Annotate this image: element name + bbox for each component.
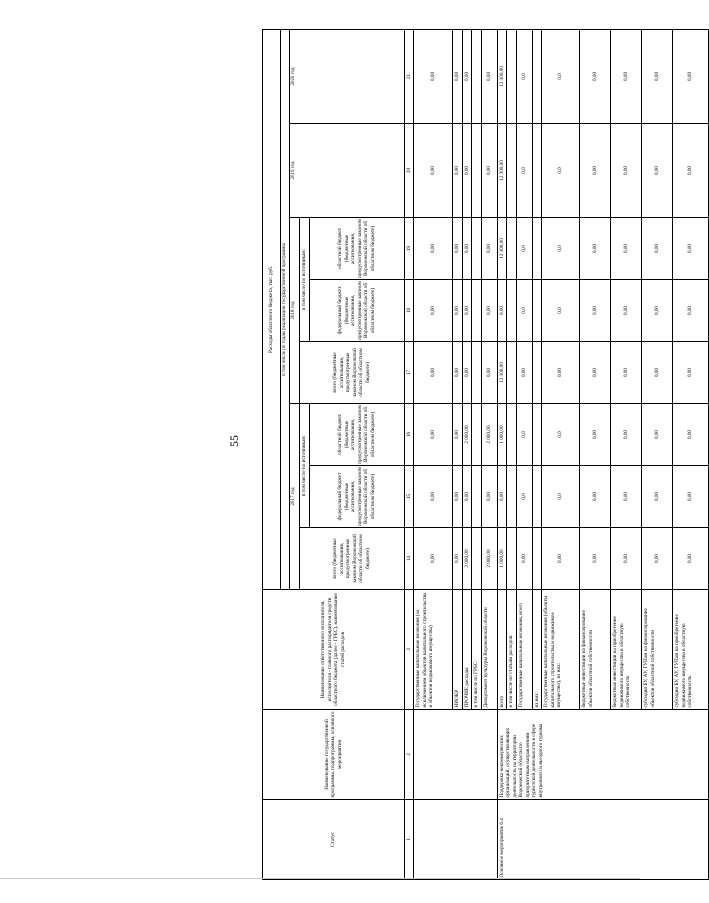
table-cell: 0,00 xyxy=(611,280,642,342)
table-cell xyxy=(532,528,542,590)
header-incl-2017: в том числе по источникам: xyxy=(300,404,310,527)
table-cell: 2 000,00 xyxy=(462,528,472,590)
table-cell: 0,00 xyxy=(462,280,472,342)
table-cell: 0,00 xyxy=(453,342,463,404)
column-number: 1 xyxy=(404,800,414,880)
table-cell: 0,0 xyxy=(542,218,580,280)
header-regional-2018: областной бюджет (бюджетные ассигнования, предусмотренные законом Воронежской области об областном бюджете) xyxy=(337,219,376,278)
table-cell: 0,0 xyxy=(516,218,532,280)
table-cell xyxy=(472,218,482,280)
table-cell xyxy=(472,29,482,123)
table-cell xyxy=(472,404,482,466)
table-cell: 0,00 xyxy=(414,280,453,342)
header-year-2019: 2019 год xyxy=(290,124,404,218)
table-cell xyxy=(532,280,542,342)
row-label: субсидии БУ, АУ, ГУПам на приобретение недвижимого имущества в областную собственность xyxy=(673,590,709,710)
column-number: 20 xyxy=(404,124,414,218)
header-year-2020: 2020 год xyxy=(290,29,404,123)
table-cell: 0,00 xyxy=(453,528,463,590)
table-cell: 0,00 xyxy=(642,280,673,342)
table-cell: 0,00 xyxy=(580,29,611,123)
table-cell: 0,00 xyxy=(642,29,673,123)
table-row xyxy=(497,29,507,879)
table-cell: 1 000,00 xyxy=(497,404,507,466)
table-cell xyxy=(507,466,517,528)
table-cell: 0,00 xyxy=(673,404,709,466)
table-cell: 0,00 xyxy=(414,528,453,590)
table-cell: 0,0 xyxy=(516,29,532,123)
table-cell: 0,00 xyxy=(481,342,497,404)
row-label: всего xyxy=(497,590,507,710)
column-number: 3 xyxy=(404,590,414,710)
header-name: Наименование государственной программы, подпрограммы, основного мероприятия xyxy=(263,710,405,800)
table-cell: 2 000,00 xyxy=(462,404,472,466)
table-cell: 0,00 xyxy=(611,124,642,218)
header-by-years: в том числе по годам реализации государственной программы xyxy=(281,29,290,589)
table-cell xyxy=(472,466,482,528)
table-cell: 0,00 xyxy=(462,124,472,218)
table-cell xyxy=(507,528,517,590)
header-sources-2017 xyxy=(299,404,404,528)
table-cell xyxy=(507,404,517,466)
table-cell: 0,00 xyxy=(414,124,453,218)
table-cell: 0,00 xyxy=(673,466,709,528)
table-cell: 0,00 xyxy=(453,404,463,466)
table-cell: 0,00 xyxy=(673,218,709,280)
table-cell xyxy=(507,124,517,218)
scan-edge-line xyxy=(0,878,640,879)
table-cell: 0,00 xyxy=(481,218,497,280)
row-label: Государственные капитальные вложения, всего xyxy=(516,590,532,710)
table-cell xyxy=(532,29,542,123)
column-number: 16 xyxy=(404,404,414,466)
table-cell xyxy=(507,280,517,342)
row-label: Государственные капитальные вложения (объекты капитального строительства и недвижимое имущество), из них: xyxy=(542,590,580,710)
budget-table xyxy=(262,29,709,880)
row-label: в том числе по ГРБС: xyxy=(472,590,482,710)
table-cell: 0,00 xyxy=(580,466,611,528)
row-label: из них: xyxy=(532,590,542,710)
table-cell: 0,00 xyxy=(497,466,507,528)
table-cell: 12 300,00 xyxy=(497,29,507,123)
column-number: 18 xyxy=(404,280,414,342)
table-cell: 0,00 xyxy=(462,466,472,528)
table-cell xyxy=(532,404,542,466)
header-federal-2017: федеральный бюджет (бюджетные ассигнования, предусмотренные законом Воронежской области об областном бюджете) xyxy=(310,465,404,527)
table-cell: 0,00 xyxy=(516,528,532,590)
table-cell: 0,0 xyxy=(542,280,580,342)
header-total-2017: всего (бюджетные ассигнования, предусмотренные законом Воронежской области об областном бюджете) xyxy=(299,528,404,590)
table-cell xyxy=(507,342,517,404)
table-cell: 0,00 xyxy=(453,29,463,123)
column-number: 21 xyxy=(404,29,414,123)
table-cell: 0,00 xyxy=(580,528,611,590)
table-cell: 0,00 xyxy=(580,280,611,342)
row-label: в том числе по статьям расходов: xyxy=(507,590,517,710)
table-cell: 0,00 xyxy=(414,466,453,528)
table-cell: 0,00 xyxy=(611,29,642,123)
table-cell: 0,00 xyxy=(580,404,611,466)
table-cell: 0,00 xyxy=(462,29,472,123)
table-cell: 0,00 xyxy=(642,218,673,280)
column-number: 14 xyxy=(404,528,414,590)
header-sources-2018 xyxy=(299,218,404,342)
table-cell xyxy=(532,466,542,528)
header-total-2018: всего (бюджетные ассигнования, предусмотренные законом Воронежской области об областном бюджете) xyxy=(299,342,404,404)
table-cell: 1 000,00 xyxy=(497,528,507,590)
table-cell: 12 300,00 xyxy=(497,124,507,218)
table-cell: 0,0 xyxy=(542,29,580,123)
row-label: бюджетные инвестиции на финансирование объектов областной собственности xyxy=(580,590,611,710)
header-expenses: Расходы областного бюджета, тыс. руб. xyxy=(263,29,281,589)
table-cell: 0,00 xyxy=(414,404,453,466)
table-cell: 0,00 xyxy=(542,528,580,590)
table-cell: 0,00 xyxy=(580,342,611,404)
table-cell xyxy=(472,124,482,218)
table-cell: 0,00 xyxy=(453,466,463,528)
table-cell: 0,00 xyxy=(611,404,642,466)
table-cell: 0,0 xyxy=(542,466,580,528)
table-cell: 0,0 xyxy=(542,404,580,466)
table-cell: 0,00 xyxy=(414,342,453,404)
table-cell: 0,00 xyxy=(580,124,611,218)
table-cell: 0,0 xyxy=(516,280,532,342)
table-cell xyxy=(472,342,482,404)
table-cell: 0,00 xyxy=(673,280,709,342)
column-number: 15 xyxy=(404,466,414,528)
table-cell: 0,00 xyxy=(497,280,507,342)
row-label: Государственные капитальные вложения (за исключением объектов капитального строительства и объектов недвижимого имущества) xyxy=(414,590,453,710)
header-status: Статус xyxy=(263,800,405,880)
table-cell: 0,0 xyxy=(516,124,532,218)
table-cell xyxy=(472,280,482,342)
table-cell: 0,00 xyxy=(611,466,642,528)
header-regional-2017: областной бюджет (бюджетные ассигнования, предусмотренные законом Воронежской области об областном бюджете) xyxy=(337,405,376,464)
table-cell: 2 000,00 xyxy=(481,404,497,466)
table-cell: 0,00 xyxy=(462,218,472,280)
table-cell: 0,00 xyxy=(516,342,532,404)
table-cell xyxy=(532,218,542,280)
column-numbers-row xyxy=(404,29,414,879)
header-incl-2018: в том числе по источникам: xyxy=(300,218,310,341)
table-cell: 0,00 xyxy=(611,218,642,280)
table-cell: 0,00 xyxy=(642,528,673,590)
row-label: ПРОЧИЕ расходы xyxy=(462,590,472,710)
table-cell: 0,00 xyxy=(642,466,673,528)
table-cell: 0,00 xyxy=(642,404,673,466)
row-label: НИОКР xyxy=(453,590,463,710)
table-cell xyxy=(532,124,542,218)
table-cell: 0,00 xyxy=(481,280,497,342)
table-cell: 0,00 xyxy=(611,342,642,404)
table-cell: 0,00 xyxy=(462,342,472,404)
table-cell: 0,00 xyxy=(414,29,453,123)
table-cell: 0,00 xyxy=(673,342,709,404)
table-cell: 0,00 xyxy=(453,218,463,280)
table-cell: 0,00 xyxy=(580,218,611,280)
table-cell: 0,00 xyxy=(611,528,642,590)
table-cell: 0,00 xyxy=(481,29,497,123)
rotated-table-wrapper xyxy=(262,30,694,880)
table-cell: 0,00 xyxy=(673,29,709,123)
table-cell: 0,00 xyxy=(481,124,497,218)
table-cell: 0,00 xyxy=(642,124,673,218)
table-cell: 0,00 xyxy=(453,280,463,342)
table-cell: 0,00 xyxy=(642,342,673,404)
table-cell: 0,00 xyxy=(673,124,709,218)
main-event-name: Поддержка некоммерческих организаций, осуществляющих деятельность на территории Воронежской области по приоритетным направлениям туристской деятельности в сфере внутреннего и въездного туризма xyxy=(497,710,709,800)
table-cell: 0,00 xyxy=(542,342,580,404)
table-cell: 0,00 xyxy=(414,218,453,280)
table-cell xyxy=(507,29,517,123)
table-row xyxy=(414,29,453,879)
table-cell: 2 000,00 xyxy=(481,528,497,590)
table-cell xyxy=(507,218,517,280)
column-number: 19 xyxy=(404,218,414,280)
row-label: субсидии БУ, АУ, ГУПам на финансирование объектов областной собственности xyxy=(642,590,673,710)
table-cell: 0,00 xyxy=(481,466,497,528)
header-federal-2018: федеральный бюджет (бюджетные ассигнования, предусмотренные законом Воронежской области об областном бюджете) xyxy=(310,279,404,341)
table-cell: 0,0 xyxy=(516,404,532,466)
column-number: 17 xyxy=(404,342,414,404)
table-cell: 0,0 xyxy=(516,466,532,528)
table-cell: 0,00 xyxy=(453,124,463,218)
table-cell: 12 300,00 xyxy=(497,218,507,280)
column-number: 2 xyxy=(404,710,414,800)
table-cell: 12 300,00 xyxy=(497,342,507,404)
table-cell: 0,00 xyxy=(673,528,709,590)
header-year-2018: 2018 год xyxy=(290,218,299,404)
header-executor: Наименование ответственного исполнителя, исполнителя - главного распорядителя средств областного бюджета (далее - ГРБС), наименование статей расходов xyxy=(263,590,405,710)
page-number: 55 xyxy=(227,435,241,447)
header-year-2017: 2017 год xyxy=(290,404,299,590)
table-cell xyxy=(532,342,542,404)
table-cell: 0,0 xyxy=(542,124,580,218)
main-event-status: Основное мероприятие 6.4 xyxy=(497,800,709,880)
row-label: Департамент культуры Воронежской области xyxy=(481,590,497,710)
row-label: бюджетные инвестиции на приобретение недвижимого имущества в областную собственность xyxy=(611,590,642,710)
table-cell xyxy=(472,528,482,590)
